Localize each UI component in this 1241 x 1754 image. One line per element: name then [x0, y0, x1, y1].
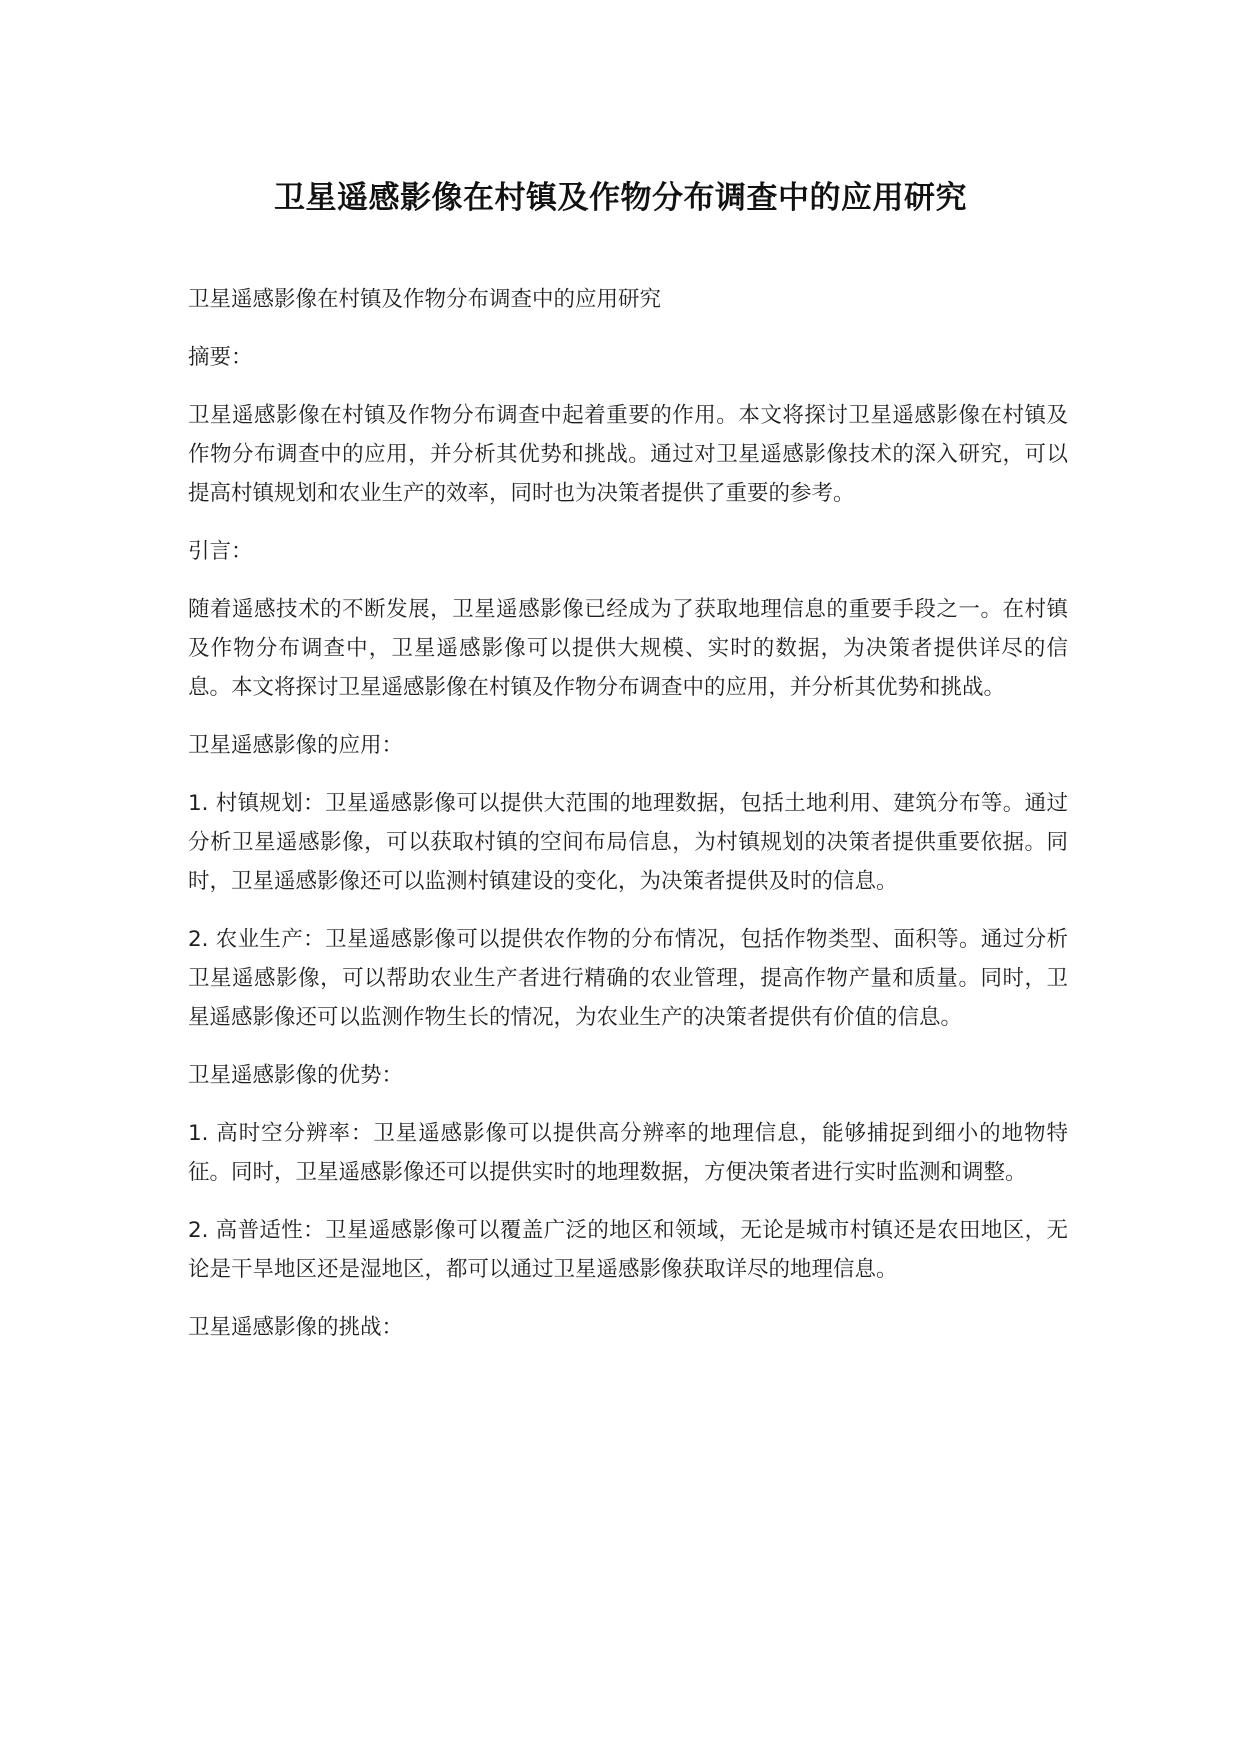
introduction-paragraph: 随着遥感技术的不断发展，卫星遥感影像已经成为了获取地理信息的重要手段之一。在村镇及作物分布调查中，卫星遥感影像可以提供大规模、实时的数据，为决策者提供详尽的信息。本文将探讨卫星遥感影像在村镇及作物分布调查中的应用，并分析其优势和挑战。 — [188, 597, 1068, 700]
challenges-heading: 卫星遥感影像的挑战： — [188, 1315, 404, 1340]
application-item-village-planning: 1. 村镇规划：卫星遥感影像可以提供大范围的地理数据，包括土地利用、建筑分布等。通过分析卫星遥感影像，可以获取村镇的空间布局信息，为村镇规划的决策者提供重要依据。同时，卫星遥感影像还可以监测村镇建设的变化，为决策者提供及时的信息。 — [188, 791, 1068, 894]
subtitle-paragraph: 卫星遥感影像在村镇及作物分布调查中的应用研究 — [188, 287, 662, 312]
application-item-agriculture: 2. 农业生产：卫星遥感影像可以提供农作物的分布情况，包括作物类型、面积等。通过分析卫星遥感影像，可以帮助农业生产者进行精确的农业管理，提高作物产量和质量。同时，卫星遥感影像还可以监测作物生长的情况，为农业生产的决策者提供有价值的信息。 — [188, 927, 1068, 1030]
abstract-heading: 摘要： — [188, 345, 253, 370]
abstract-paragraph: 卫星遥感影像在村镇及作物分布调查中起着重要的作用。本文将探讨卫星遥感影像在村镇及作物分布调查中的应用，并分析其优势和挑战。通过对卫星遥感影像技术的深入研究，可以提高村镇规划和农业生产的效率，同时也为决策者提供了重要的参考。 — [188, 403, 1068, 506]
advantage-item-resolution: 1. 高时空分辨率：卫星遥感影像可以提供高分辨率的地理信息，能够捕捉到细小的地物特征。同时，卫星遥感影像还可以提供实时的地理数据，方便决策者进行实时监测和调整。 — [188, 1121, 1068, 1185]
applications-heading: 卫星遥感影像的应用： — [188, 733, 404, 758]
introduction-heading: 引言： — [188, 539, 253, 564]
document-title: 卫星遥感影像在村镇及作物分布调查中的应用研究 — [274, 180, 967, 216]
advantage-item-coverage: 2. 高普适性：卫星遥感影像可以覆盖广泛的地区和领域，无论是城市村镇还是农田地区，无论是干旱地区还是湿地区，都可以通过卫星遥感影像获取详尽的地理信息。 — [188, 1218, 1068, 1282]
advantages-heading: 卫星遥感影像的优势： — [188, 1063, 404, 1088]
document-body — [188, 280, 1068, 1366]
